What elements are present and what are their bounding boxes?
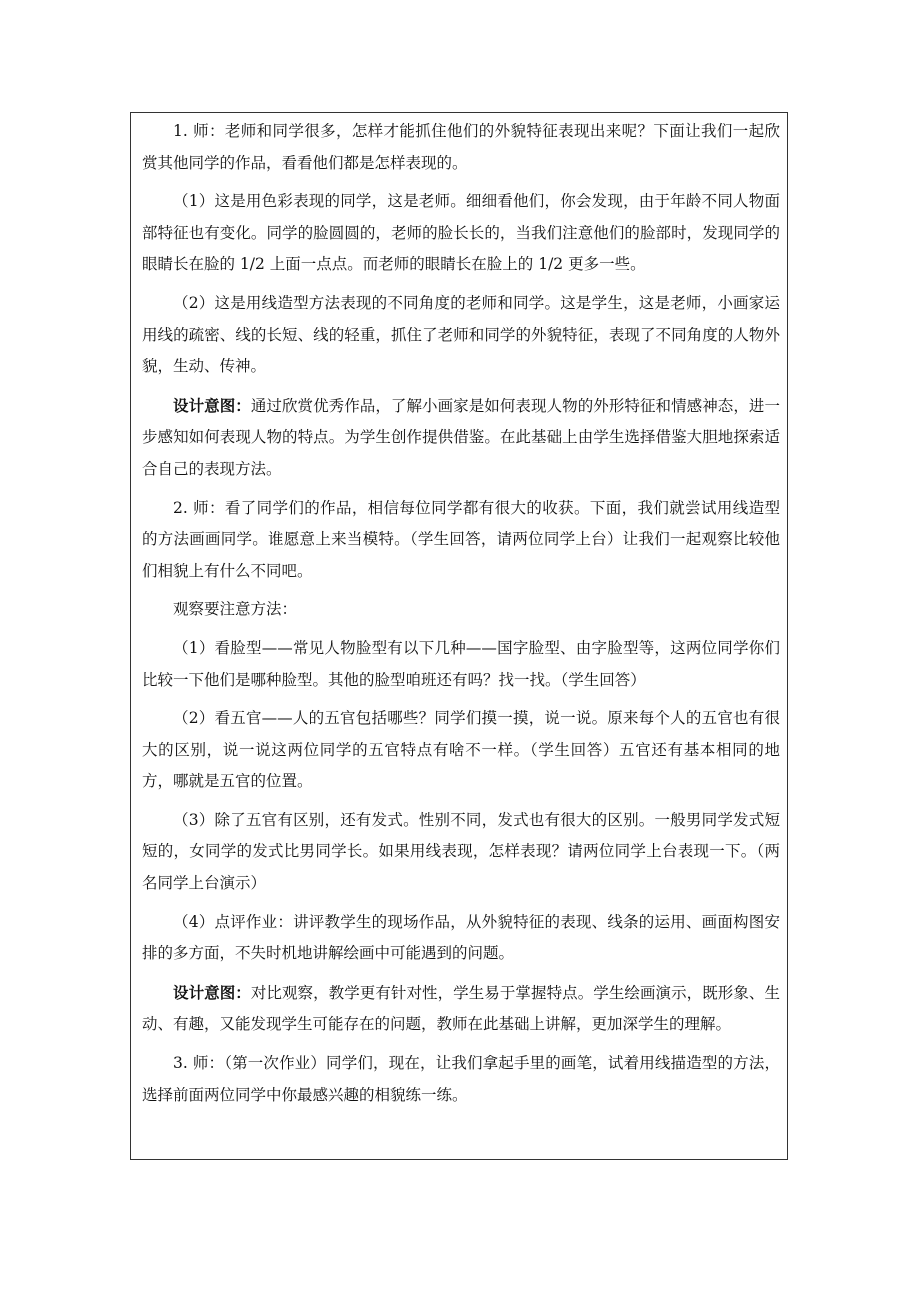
paragraph-text: （2）看五官——人的五官包括哪些？同学们摸一摸，说一说。原来每个人的五官也有很大的区别，说一说这两位同学的五官特点有啥不一样。（学生回答）五官还有基本相同的地方，哪就是五官的位置。 [142,709,780,791]
paragraph-6 [142,594,780,626]
paragraph-1 [142,116,780,179]
paragraph-text: 1. 师：老师和同学很多，怎样才能抓住他们的外貌特征表现出来呢？下面让我们一起欣赏其他同学的作品，看看他们都是怎样表现的。 [142,122,780,172]
design-intent-label: 设计意图： [173,395,251,415]
paragraph-text: 通过欣赏优秀作品，了解小画家是如何表现人物的外形特征和情感神态，进一步感知如何表现人物的特点。为学生创作提供借鉴。在此基础上由学生选择借鉴大胆地探索适合自己的表现方法。 [142,396,780,478]
paragraph-11-design-intent [142,977,780,1041]
paragraph-2 [142,186,780,281]
paragraph-4-design-intent [142,390,780,486]
paragraph-12 [142,1048,780,1111]
paragraph-text: 3. 师：（第一次作业）同学们，现在，让我们拿起手里的画笔，试着用线描造型的方法，选择前面两位同学中你最感兴趣的相貌练一练。 [142,1054,780,1104]
paragraph-text: 2. 师：看了同学们的作品，相信每位同学都有很大的收获。下面，我们就尝试用线造型的方法画画同学。谁愿意上来当模特。（学生回答，请两位同学上台）让我们一起观察比较他们相貌上有什么不同吧。 [142,498,780,580]
paragraph-text: （2）这是用线造型方法表现的不同角度的老师和同学。这是学生，这是老师，小画家运用线的疏密、线的长短、线的轻重，抓住了老师和同学的外貌特征，表现了不同角度的人物外貌，生动、传神。 [142,293,780,376]
paragraph-text: （4）点评作业：讲评教学生的现场作品，从外貌特征的表现、线条的运用、画面构图安排的多方面，不失时机地讲解绘画中可能遇到的问题。 [142,912,780,963]
paragraph-10 [142,907,780,970]
paragraph-8 [142,703,780,798]
paragraph-text: （1）看脸型——常见人物脸型有以下几种——国字脸型、由字脸型等，这两位同学你们比较一下他们是哪种脸型。其他的脸型咱班还有吗？找一找。（学生回答） [142,638,780,689]
paragraph-7 [142,633,780,696]
paragraph-5 [142,493,780,588]
paragraph-text: （3）除了五官有区别，还有发式。性别不同，发式也有很大的区别。一般男同学发式短短的，女同学的发式比男同学长。如果用线表现，怎样表现？请两位同学上台表现一下。（两名同学上台演示） [142,810,780,893]
paragraph-text: （1）这是用色彩表现的同学，这是老师。细细看他们，你会发现，由于年龄不同人物面部特征也有变化。同学的脸圆圆的，老师的脸长长的，当我们注意他们的脸部时，发现同学的眼睛长在脸的 1/2 上面一点点。而老师的眼睛长在脸上的 1/2 更多一些。 [142,192,780,274]
lesson-content [142,116,780,1118]
paragraph-3 [142,288,780,383]
design-intent-label: 设计意图： [173,982,251,1002]
paragraph-text: 观察要注意方法： [173,600,298,619]
paragraph-text: 对比观察，教学更有针对性，学生易于掌握特点。学生绘画演示，既形象、生动、有趣，又能发现学生可能存在的问题，教师在此基础上讲解，更加深学生的理解。 [142,983,780,1034]
paragraph-9 [142,805,780,900]
